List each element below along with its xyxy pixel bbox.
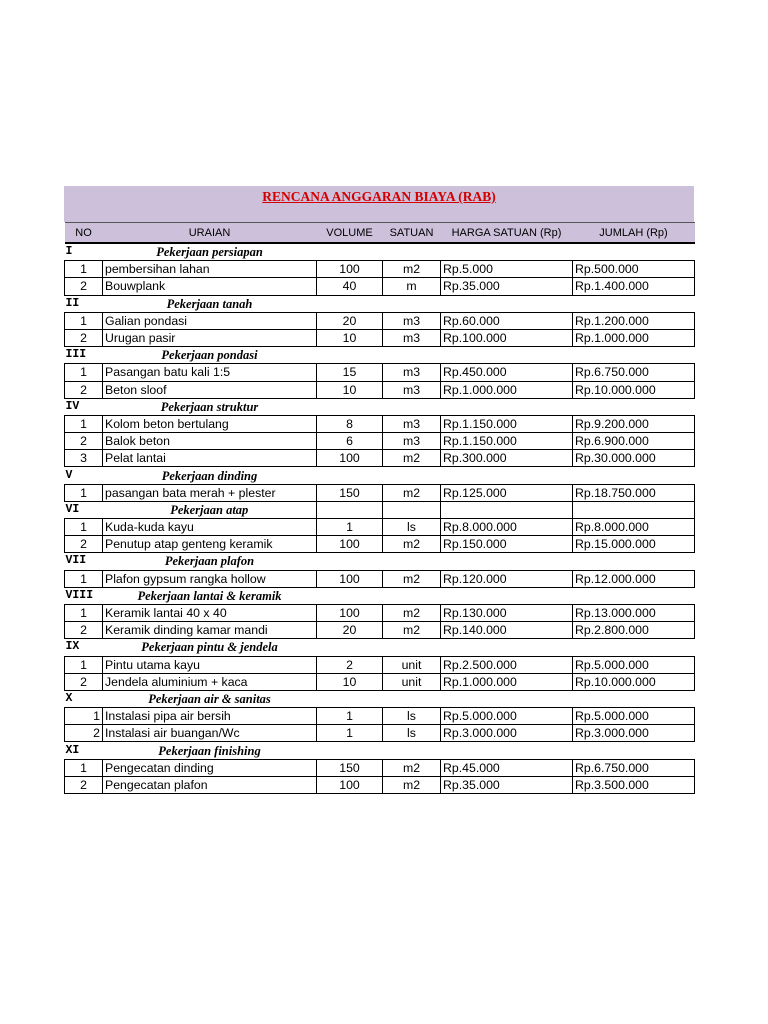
header-harga-satuan: HARGA SATUAN (Rp) [441, 223, 573, 244]
item-description: Pengecatan dinding [103, 759, 317, 776]
table-row [65, 656, 695, 673]
item-volume: 15 [317, 364, 383, 381]
section-blank-volume [317, 587, 383, 604]
section-blank-harga [441, 501, 573, 518]
header-volume: VOLUME [317, 223, 383, 244]
item-unit-price: Rp.1.150.000 [441, 433, 573, 450]
section-blank-satuan [383, 587, 441, 604]
item-description: Galian pondasi [103, 312, 317, 329]
item-volume: 100 [317, 261, 383, 278]
section-row [65, 690, 695, 707]
item-unit-price: Rp.1.150.000 [441, 415, 573, 432]
section-blank-jumlah [573, 243, 695, 261]
item-volume: 100 [317, 604, 383, 621]
item-unit: m3 [383, 415, 441, 432]
item-total: Rp.30.000.000 [573, 450, 695, 467]
section-title: Pekerjaan persiapan [156, 245, 263, 260]
table-row [65, 278, 695, 295]
table-row [65, 725, 695, 742]
item-description: Jendela aluminium + kaca [103, 673, 317, 690]
item-volume: 6 [317, 433, 383, 450]
item-volume: 150 [317, 759, 383, 776]
item-total: Rp.5.000.000 [573, 708, 695, 725]
item-total: Rp.18.750.000 [573, 484, 695, 501]
item-unit: m2 [383, 484, 441, 501]
item-number: 1 [65, 415, 103, 432]
item-volume: 150 [317, 484, 383, 501]
header-satuan: SATUAN [383, 223, 441, 244]
rab-table [64, 222, 695, 794]
item-unit-price: Rp.35.000 [441, 776, 573, 793]
section-blank-volume [317, 690, 383, 707]
item-unit: ls [383, 725, 441, 742]
section-blank-satuan [383, 467, 441, 484]
table-row [65, 622, 695, 639]
title-band [64, 186, 694, 222]
item-number: 2 [65, 673, 103, 690]
item-number: 1 [65, 484, 103, 501]
section-title: Pekerjaan pondasi [103, 347, 317, 364]
section-blank-volume [317, 639, 383, 656]
section-number: VII [65, 553, 103, 570]
table-row [65, 519, 695, 536]
item-number: 1 [65, 519, 103, 536]
item-total: Rp.1.000.000 [573, 329, 695, 346]
item-total: Rp.6.750.000 [573, 364, 695, 381]
header-no: NO [65, 223, 103, 244]
table-row [65, 450, 695, 467]
table-row [65, 759, 695, 776]
section-title: Pekerjaan lantai & keramik [103, 587, 317, 604]
section-blank-harga [441, 690, 573, 707]
table-row [65, 312, 695, 329]
section-blank-volume [317, 398, 383, 415]
section-blank-jumlah [573, 742, 695, 759]
item-volume: 100 [317, 570, 383, 587]
section-blank-harga [441, 398, 573, 415]
item-number: 1 [65, 604, 103, 621]
item-total: Rp.5.000.000 [573, 656, 695, 673]
section-blank-jumlah [573, 639, 695, 656]
item-description: pembersihan lahan [103, 261, 317, 278]
section-row [65, 243, 695, 261]
section-blank-jumlah [573, 690, 695, 707]
item-number: 2 [65, 776, 103, 793]
item-total: Rp.12.000.000 [573, 570, 695, 587]
item-total: Rp.13.000.000 [573, 604, 695, 621]
item-number: 1 [65, 364, 103, 381]
item-number: 2 [65, 725, 103, 742]
section-blank-jumlah [573, 467, 695, 484]
section-blank-satuan [383, 553, 441, 570]
item-total: Rp.2.800.000 [573, 622, 695, 639]
section-number: II [65, 295, 103, 312]
item-description: Keramik dinding kamar mandi [103, 622, 317, 639]
section-blank-satuan [383, 501, 441, 518]
item-volume: 1 [317, 708, 383, 725]
table-header [65, 223, 695, 244]
item-description: Keramik lantai 40 x 40 [103, 604, 317, 621]
item-description: Beton sloof [103, 381, 317, 398]
item-description: Urugan pasir [103, 329, 317, 346]
item-volume: 10 [317, 673, 383, 690]
section-number: V [65, 467, 103, 484]
item-unit-price: Rp.35.000 [441, 278, 573, 295]
item-volume: 10 [317, 381, 383, 398]
item-volume: 20 [317, 622, 383, 639]
section-number: VI [65, 501, 103, 518]
item-volume: 100 [317, 450, 383, 467]
section-blank-satuan [383, 243, 441, 261]
item-volume: 10 [317, 329, 383, 346]
table-row [65, 708, 695, 725]
section-blank-volume [317, 295, 383, 312]
item-unit-price: Rp.45.000 [441, 759, 573, 776]
item-unit: m [383, 278, 441, 295]
item-description: Pintu utama kayu [103, 656, 317, 673]
table-row [65, 433, 695, 450]
item-unit: ls [383, 519, 441, 536]
item-number: 1 [65, 759, 103, 776]
item-volume: 8 [317, 415, 383, 432]
section-blank-volume [317, 243, 383, 261]
section-title: Pekerjaan plafon [103, 553, 317, 570]
item-description: Pasangan batu kali 1:5 [103, 364, 317, 381]
item-unit: unit [383, 656, 441, 673]
item-unit-price: Rp.5.000.000 [441, 708, 573, 725]
item-number: 1 [65, 312, 103, 329]
item-volume: 100 [317, 776, 383, 793]
item-unit-price: Rp.60.000 [441, 312, 573, 329]
table-row [65, 381, 695, 398]
section-blank-volume [317, 467, 383, 484]
table-row [65, 364, 695, 381]
item-unit-price: Rp.2.500.000 [441, 656, 573, 673]
item-unit: m2 [383, 622, 441, 639]
section-blank-satuan [383, 295, 441, 312]
item-total: Rp.9.200.000 [573, 415, 695, 432]
item-description: Kuda-kuda kayu [103, 519, 317, 536]
rab-sheet [64, 186, 694, 794]
sheet-title: RENCANA ANGGARAN BIAYA (RAB) [262, 189, 496, 204]
section-blank-jumlah [573, 398, 695, 415]
item-description: Instalasi pipa air bersih [103, 708, 317, 725]
item-description: Pelat lantai [103, 450, 317, 467]
table-body [65, 243, 695, 794]
item-number: 1 [65, 261, 103, 278]
item-volume: 1 [317, 519, 383, 536]
section-title: Pekerjaan finishing [103, 742, 317, 759]
item-description: Kolom beton bertulang [103, 415, 317, 432]
item-unit: m2 [383, 261, 441, 278]
table-row [65, 261, 695, 278]
header-uraian: URAIAN [103, 223, 317, 244]
item-unit: m3 [383, 381, 441, 398]
section-blank-jumlah [573, 553, 695, 570]
section-blank-satuan [383, 639, 441, 656]
item-total: Rp.1.400.000 [573, 278, 695, 295]
section-blank-jumlah [573, 347, 695, 364]
section-row [65, 742, 695, 759]
item-number: 1 [65, 708, 103, 725]
section-title: Pekerjaan air & sanitas [103, 690, 317, 707]
item-number: 3 [65, 450, 103, 467]
section-blank-satuan [383, 690, 441, 707]
item-unit: ls [383, 708, 441, 725]
section-blank-jumlah [573, 587, 695, 604]
table-row [65, 604, 695, 621]
item-description: pasangan bata merah + plester [103, 484, 317, 501]
section-number: X [65, 690, 103, 707]
item-total: Rp.1.200.000 [573, 312, 695, 329]
section-blank-volume [317, 501, 383, 518]
section-blank-satuan [383, 742, 441, 759]
item-unit-price: Rp.100.000 [441, 329, 573, 346]
item-total: Rp.6.900.000 [573, 433, 695, 450]
section-number: VIII [65, 587, 103, 604]
item-unit-price: Rp.450.000 [441, 364, 573, 381]
item-total: Rp.10.000.000 [573, 673, 695, 690]
item-unit-price: Rp.8.000.000 [441, 519, 573, 536]
item-unit-price: Rp.140.000 [441, 622, 573, 639]
section-number: III [65, 347, 103, 364]
section-blank-harga [441, 587, 573, 604]
item-unit-price: Rp.130.000 [441, 604, 573, 621]
section-title: Pekerjaan struktur [103, 398, 317, 415]
item-volume: 100 [317, 536, 383, 553]
item-total: Rp.3.000.000 [573, 725, 695, 742]
item-total: Rp.15.000.000 [573, 536, 695, 553]
table-row [65, 776, 695, 793]
table-row [65, 570, 695, 587]
item-description: Penutup atap genteng keramik [103, 536, 317, 553]
item-unit: m3 [383, 433, 441, 450]
item-unit-price: Rp.300.000 [441, 450, 573, 467]
item-description: Bouwplank [103, 278, 317, 295]
section-number: I [65, 245, 73, 259]
section-blank-volume [317, 347, 383, 364]
item-unit-price: Rp.5.000 [441, 261, 573, 278]
item-volume: 2 [317, 656, 383, 673]
section-blank-harga [441, 295, 573, 312]
item-unit: m2 [383, 604, 441, 621]
section-row [65, 501, 695, 518]
section-blank-satuan [383, 347, 441, 364]
section-row [65, 347, 695, 364]
item-unit: m2 [383, 759, 441, 776]
section-row [65, 295, 695, 312]
section-blank-jumlah [573, 501, 695, 518]
section-number: IX [65, 639, 103, 656]
section-title: Pekerjaan atap [103, 501, 317, 518]
item-number: 2 [65, 381, 103, 398]
section-blank-harga [441, 347, 573, 364]
item-unit: m2 [383, 536, 441, 553]
section-row [65, 587, 695, 604]
table-row [65, 415, 695, 432]
item-unit-price: Rp.1.000.000 [441, 673, 573, 690]
item-volume: 20 [317, 312, 383, 329]
section-blank-jumlah [573, 295, 695, 312]
item-unit: unit [383, 673, 441, 690]
section-blank-satuan [383, 398, 441, 415]
item-unit-price: Rp.125.000 [441, 484, 573, 501]
section-blank-volume [317, 742, 383, 759]
item-unit: m3 [383, 312, 441, 329]
section-title: Pekerjaan pintu & jendela [103, 639, 317, 656]
item-description: Pengecatan plafon [103, 776, 317, 793]
item-unit: m2 [383, 776, 441, 793]
item-total: Rp.6.750.000 [573, 759, 695, 776]
section-blank-harga [441, 467, 573, 484]
item-description: Instalasi air buangan/Wc [103, 725, 317, 742]
table-row [65, 536, 695, 553]
item-number: 2 [65, 329, 103, 346]
item-volume: 1 [317, 725, 383, 742]
item-total: Rp.10.000.000 [573, 381, 695, 398]
item-unit: m3 [383, 329, 441, 346]
section-row [65, 639, 695, 656]
section-row [65, 467, 695, 484]
section-title: Pekerjaan tanah [103, 295, 317, 312]
section-row [65, 398, 695, 415]
item-number: 1 [65, 570, 103, 587]
item-unit-price: Rp.3.000.000 [441, 725, 573, 742]
item-description: Plafon gypsum rangka hollow [103, 570, 317, 587]
section-row [65, 553, 695, 570]
item-total: Rp.8.000.000 [573, 519, 695, 536]
item-unit-price: Rp.150.000 [441, 536, 573, 553]
section-blank-harga [441, 639, 573, 656]
item-unit: m3 [383, 364, 441, 381]
item-total: Rp.500.000 [573, 261, 695, 278]
item-total: Rp.3.500.000 [573, 776, 695, 793]
section-number: XI [65, 742, 103, 759]
section-blank-volume [317, 553, 383, 570]
section-blank-harga [441, 243, 573, 261]
item-volume: 40 [317, 278, 383, 295]
item-unit-price: Rp.120.000 [441, 570, 573, 587]
table-row [65, 329, 695, 346]
item-unit: m2 [383, 570, 441, 587]
item-unit-price: Rp.1.000.000 [441, 381, 573, 398]
item-number: 1 [65, 656, 103, 673]
section-blank-harga [441, 742, 573, 759]
section-title: Pekerjaan dinding [103, 467, 317, 484]
item-number: 2 [65, 622, 103, 639]
section-number: IV [65, 398, 103, 415]
table-row [65, 673, 695, 690]
header-jumlah: JUMLAH (Rp) [573, 223, 695, 244]
item-number: 2 [65, 433, 103, 450]
item-number: 2 [65, 536, 103, 553]
section-blank-harga [441, 553, 573, 570]
item-description: Balok beton [103, 433, 317, 450]
table-row [65, 484, 695, 501]
item-number: 2 [65, 278, 103, 295]
item-unit: m2 [383, 450, 441, 467]
